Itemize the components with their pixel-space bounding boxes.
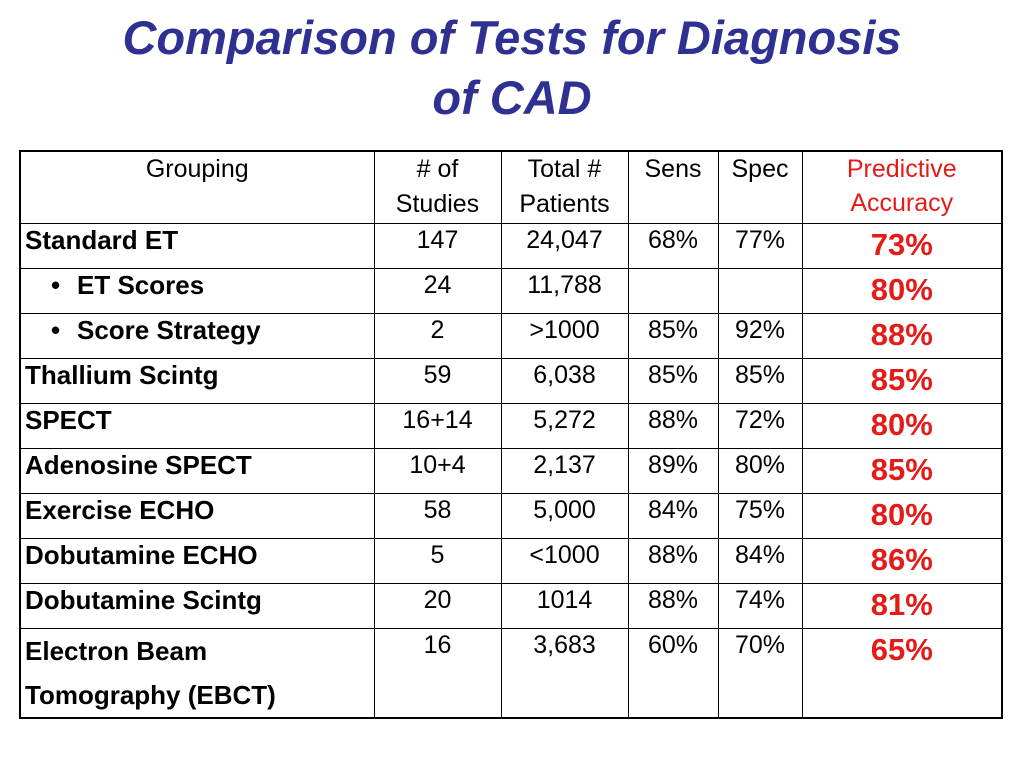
accuracy-cell: 80% [802, 269, 1002, 314]
header-spec: Spec [718, 151, 802, 224]
patients-cell: 2,137 [501, 449, 628, 494]
accuracy-cell: 85% [802, 359, 1002, 404]
accuracy-cell: 65% [802, 629, 1002, 719]
studies-cell: 16+14 [374, 404, 501, 449]
grouping-label: Score Strategy [77, 315, 261, 345]
accuracy-cell: 80% [802, 494, 1002, 539]
sens-cell: 85% [628, 359, 718, 404]
patients-cell: 1014 [501, 584, 628, 629]
table-row [20, 539, 1002, 584]
spec-cell: 72% [718, 404, 802, 449]
header-sens: Sens [628, 151, 718, 224]
header-predictive-accuracy: Predictive Accuracy [802, 151, 1002, 224]
spec-cell: 77% [718, 224, 802, 269]
spec-cell: 80% [718, 449, 802, 494]
accuracy-cell: 81% [802, 584, 1002, 629]
sens-cell [628, 269, 718, 314]
table-row [20, 404, 1002, 449]
grouping-cell: Exercise ECHO [20, 494, 374, 539]
header-grouping: Grouping [20, 151, 374, 224]
studies-cell: 5 [374, 539, 501, 584]
patients-cell: 5,272 [501, 404, 628, 449]
table-row [20, 584, 1002, 629]
grouping-cell: Adenosine SPECT [20, 449, 374, 494]
slide-title-line-1: Comparison of Tests for Diagnosis [122, 11, 902, 64]
spec-cell: 84% [718, 539, 802, 584]
accuracy-cell: 88% [802, 314, 1002, 359]
studies-cell: 20 [374, 584, 501, 629]
grouping-label-line-2: Tomography (EBCT) [25, 680, 276, 710]
header-studies: # of Studies [374, 151, 501, 224]
bullet-icon: • [51, 315, 61, 345]
patients-cell: 5,000 [501, 494, 628, 539]
spec-cell: 70% [718, 629, 802, 719]
grouping-cell: Standard ET [20, 224, 374, 269]
sens-cell: 85% [628, 314, 718, 359]
sens-cell: 88% [628, 404, 718, 449]
grouping-cell [20, 629, 374, 719]
accuracy-cell: 85% [802, 449, 1002, 494]
table-row [20, 224, 1002, 269]
table-row [20, 449, 1002, 494]
patients-cell: 24,047 [501, 224, 628, 269]
grouping-cell: SPECT [20, 404, 374, 449]
grouping-cell: Dobutamine Scintg [20, 584, 374, 629]
header-patients: Total # Patients [501, 151, 628, 224]
slide-title [0, 8, 1024, 128]
spec-cell: 74% [718, 584, 802, 629]
sens-cell: 88% [628, 539, 718, 584]
studies-cell: 10+4 [374, 449, 501, 494]
accuracy-cell: 86% [802, 539, 1002, 584]
patients-cell: >1000 [501, 314, 628, 359]
studies-cell: 58 [374, 494, 501, 539]
table-row [20, 359, 1002, 404]
studies-cell: 147 [374, 224, 501, 269]
patients-cell: 11,788 [501, 269, 628, 314]
sens-cell: 89% [628, 449, 718, 494]
patients-cell: <1000 [501, 539, 628, 584]
table-row [20, 269, 1002, 314]
accuracy-cell: 80% [802, 404, 1002, 449]
sens-cell: 68% [628, 224, 718, 269]
accuracy-cell: 73% [802, 224, 1002, 269]
grouping-label-line-1: Electron Beam [25, 636, 208, 666]
header-row [20, 151, 1002, 224]
sens-cell: 60% [628, 629, 718, 719]
studies-cell: 2 [374, 314, 501, 359]
spec-cell: 75% [718, 494, 802, 539]
studies-cell: 24 [374, 269, 501, 314]
spec-cell [718, 269, 802, 314]
studies-cell: 59 [374, 359, 501, 404]
grouping-cell: Dobutamine ECHO [20, 539, 374, 584]
sens-cell: 84% [628, 494, 718, 539]
sens-cell: 88% [628, 584, 718, 629]
grouping-label: ET Scores [77, 270, 205, 300]
table-row [20, 314, 1002, 359]
comparison-table [19, 150, 1003, 719]
table-row [20, 494, 1002, 539]
slide-title-line-2: of CAD [432, 71, 592, 124]
table-row [20, 629, 1002, 719]
bullet-icon: • [51, 270, 61, 300]
grouping-cell: Thallium Scintg [20, 359, 374, 404]
studies-cell: 16 [374, 629, 501, 719]
patients-cell: 3,683 [501, 629, 628, 719]
spec-cell: 85% [718, 359, 802, 404]
spec-cell: 92% [718, 314, 802, 359]
grouping-cell [20, 314, 374, 359]
grouping-cell [20, 269, 374, 314]
patients-cell: 6,038 [501, 359, 628, 404]
